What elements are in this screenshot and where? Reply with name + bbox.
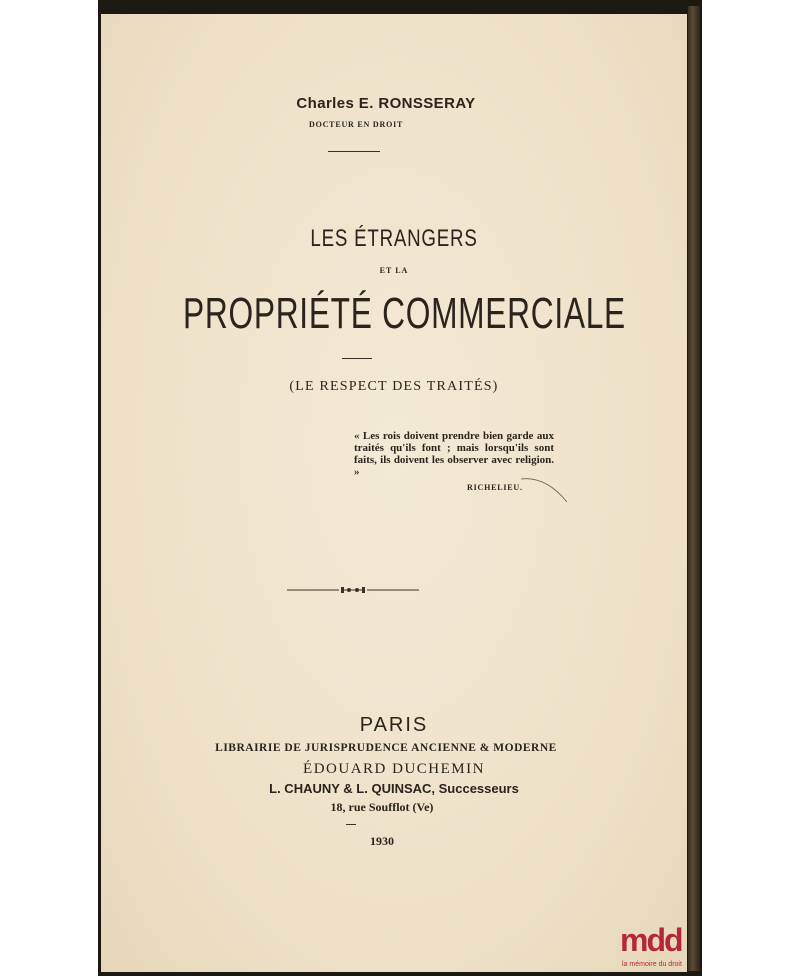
subtitle: (LE RESPECT DES TRAITÉS) bbox=[289, 379, 499, 394]
pen-stroke bbox=[521, 476, 571, 506]
watermark-logo-mark: mdd bbox=[620, 922, 682, 958]
watermark-logo bbox=[620, 921, 700, 976]
epigraph-text: « Les rois doivent prendre bien garde aux traités qu'ils font ; mais lorsqu'ils sont faits, ils doivent les observer avec religion. » bbox=[354, 430, 554, 478]
ornament-divider bbox=[287, 585, 419, 595]
author-name: Charles E. RONSSERAY bbox=[296, 95, 476, 112]
watermark-tagline: la mémoire du droit bbox=[622, 961, 682, 968]
publisher-address: 18, rue Soufflot (Ve) bbox=[330, 800, 434, 814]
title-page bbox=[101, 14, 687, 972]
title-connector: ET LA bbox=[379, 266, 409, 275]
publisher-city: PARIS bbox=[359, 714, 429, 736]
title-line-1: LES ÉTRANGERS bbox=[310, 225, 478, 252]
page-edge bbox=[688, 6, 700, 971]
publisher-editor: ÉDOUARD DUCHEMIN bbox=[303, 761, 485, 777]
epigraph-author: RICHELIEU. bbox=[467, 483, 523, 492]
publisher-house: LIBRAIRIE DE JURISPRUDENCE ANCIENNE & MODERNE bbox=[215, 742, 557, 754]
publisher-successors: L. CHAUNY & L. QUINSAC, Successeurs bbox=[269, 781, 519, 796]
title-line-2: PROPRIÉTÉ COMMERCIALE bbox=[183, 289, 626, 338]
author-degree: DOCTEUR EN DROIT bbox=[309, 120, 404, 129]
rule-under-title bbox=[342, 358, 372, 359]
rule-top bbox=[328, 151, 380, 152]
publication-year: 1930 bbox=[370, 834, 394, 848]
rule-above-year bbox=[346, 824, 356, 825]
